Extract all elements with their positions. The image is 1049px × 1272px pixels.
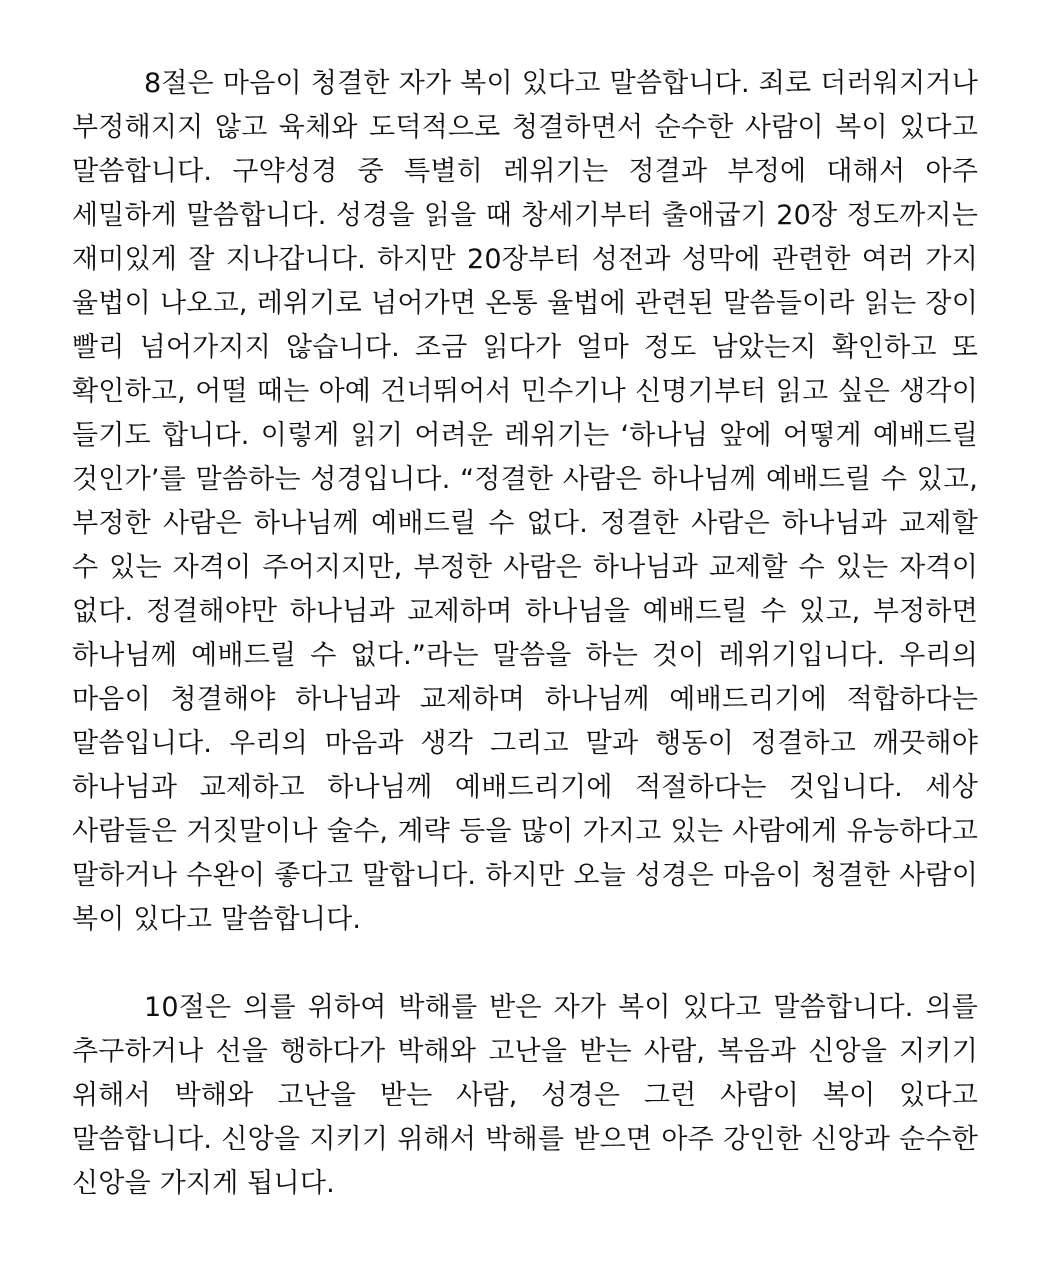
paragraph-verse-8: 8절은 마음이 청결한 자가 복이 있다고 말씀합니다. 죄로 더러워지거나 부정해지지 않고 육체와 도덕적으로 청결하면서 순수한 사람이 복이 있다고 말씀합니다. 구약성경 중 특별히 레위기는 정결과 부정에 대해서 아주 세밀하게 말씀합니다. 성경을 읽을 때 창세기부터 출애굽기 20장 정도까지는 재미있게 잘 지나갑니다. 하지만 20장부터 성전과 성막에 관련한 여러 가지 율법이 나오고, 레위기로 넘어가면 온통 율법에 관련된 말씀들이라 읽는 장이 빨리 넘어가지지 않습니다. 조금 읽다가 얼마 정도 남았는지 확인하고 또 확인하고, 어떨 때는 아예 건너뛰어서 민수기나 신명기부터 읽고 싶은 생각이 들기도 합니다. 이렇게 읽기 어려운 레위기는 ‘하나님 앞에 어떻게 예배드릴 것인가’를 말씀하는 성경입니다. “정결한 사람은 하나님께 예배드릴 수 있고, 부정한 사람은 하나님께 예배드릴 수 없다. 정결한 사람은 하나님과 교제할 수 있는 자격이 주어지지만, 부정한 사람은 하나님과 교제할 수 있는 자격이 없다. 정결해야만 하나님과 교제하며 하나님을 예배드릴 수 있고, 부정하면 하나님께 예배드릴 수 없다.”라는 말씀을 하는 것이 레위기입니다. 우리의 마음이 청결해야 하나님과 교제하며 하나님께 예배드리기에 적합하다는 말씀입니다. 우리의 마음과 생각 그리고 말과 행동이 정결하고 깨끗해야 하나님과 교제하고 하나님께 예배드리기에 적절하다는 것입니다. 세상 사람들은 거짓말이나 술수, 계략 등을 많이 가지고 있는 사람에게 유능하다고 말하거나 수완이 좋다고 말합니다. 하지만 오늘 성경은 마음이 청결한 사람이 복이 있다고 말씀합니다. <box>72 68 978 935</box>
paragraph-verse-10: 10절은 의를 위하여 박해를 받은 자가 복이 있다고 말씀합니다. 의를 추구하거나 선을 행하다가 박해와 고난을 받는 사람, 복음과 신앙을 지키기 위해서 박해와 고난을 받는 사람, 성경은 그런 사람이 복이 있다고 말씀합니다. 신앙을 지키기 위해서 박해를 받으면 아주 강인한 신앙과 순수한 신앙을 가지게 됩니다. <box>72 992 978 1199</box>
document-body <box>72 62 978 1206</box>
